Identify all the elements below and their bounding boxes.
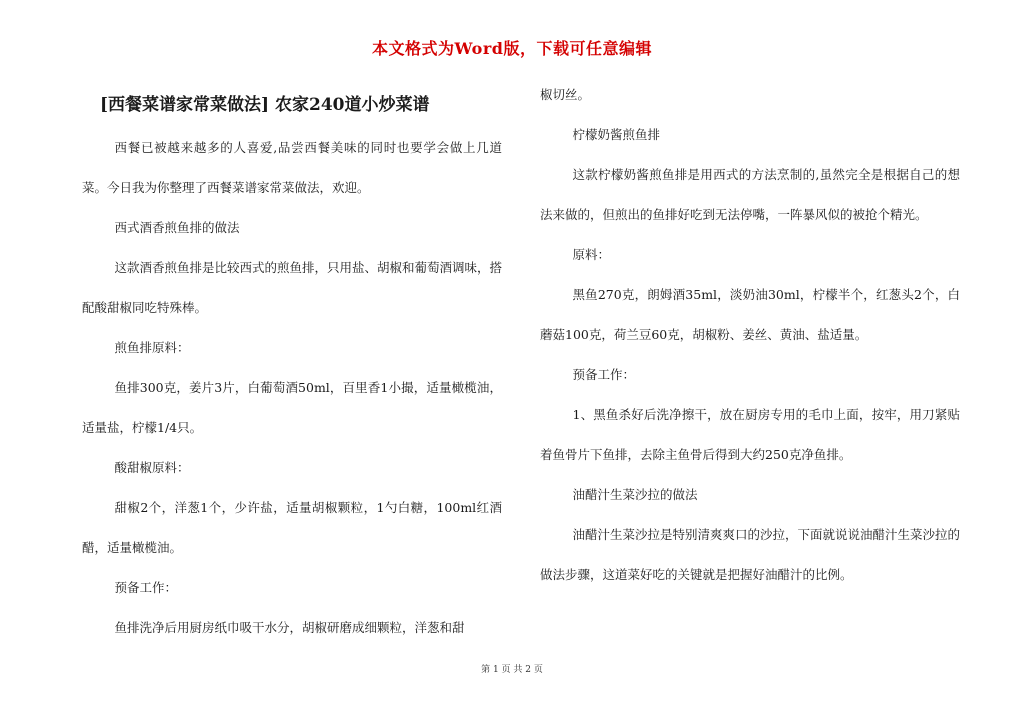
fish-ingredients-heading: 煎鱼排原料： [114, 340, 190, 355]
lemon-ingredients-heading: 原料： [572, 247, 611, 262]
section-heading-lemon-fish: 柠檬奶酱煎鱼排 [572, 127, 661, 142]
left-column [82, 82, 502, 648]
lemon-fish-description: 这款柠檬奶酱煎鱼排是用西式的方法烹制的,虽然完全是根据自己的想法来做的，但煎出的鱼排好吃到无法停嘴，一阵暴风似的被抢个精光。 [540, 167, 960, 222]
prep-heading-1: 预备工作： [114, 580, 178, 595]
prep-heading-2: 预备工作： [572, 367, 636, 382]
fish-ingredients: 鱼排300克，姜片3片，白葡萄酒50ml，百里香1小撮，适量橄榄油，适量盐，柠檬1/4只。 [82, 380, 502, 435]
prep-step-1: 1、黑鱼杀好后洗净擦干，放在厨房专用的毛巾上面，按牢，用刀紧贴着鱼骨片下鱼排，去除主鱼骨后得到大约250克净鱼排。 [540, 407, 960, 462]
section-heading-salad: 油醋汁生菜沙拉的做法 [572, 487, 698, 502]
continued-text: 椒切丝。 [540, 87, 591, 102]
salad-description: 油醋汁生菜沙拉是特别清爽爽口的沙拉，下面就说说油醋汁生菜沙拉的做法步骤，这道菜好吃的关键就是把握好油醋汁的比例。 [540, 527, 961, 582]
pepper-ingredients-heading: 酸甜椒原料： [114, 460, 190, 475]
document-title: [西餐菜谱家常菜做法] 农家240道小炒菜谱 [100, 95, 430, 115]
intro-paragraph: 西餐已被越来越多的人喜爱,品尝西餐美味的同时也要学会做上几道菜。今日我为你整理了西餐菜谱家常菜做法，欢迎。 [82, 140, 502, 195]
page-number-footer: 第 1 页 共 2 页 [481, 665, 543, 675]
right-column [540, 75, 960, 595]
lemon-ingredients: 黑鱼270克，朗姆酒35ml，淡奶油30ml，柠檬半个，红葱头2个，白蘑菇100克，荷兰豆60克，胡椒粉、姜丝、黄油、盐适量。 [540, 287, 960, 342]
prep-paragraph-1: 鱼排洗净后用厨房纸巾吸干水分，胡椒研磨成细颗粒，洋葱和甜 [114, 620, 465, 635]
section-heading-wine-fish: 西式酒香煎鱼排的做法 [114, 220, 240, 235]
wine-fish-description: 这款酒香煎鱼排是比较西式的煎鱼排，只用盐、胡椒和葡萄酒调味，搭配酸甜椒同吃特殊棒。 [82, 260, 503, 315]
pepper-ingredients: 甜椒2个，洋葱1个，少许盐，适量胡椒颗粒，1勺白糖，100ml红酒醋，适量橄榄油。 [82, 500, 502, 555]
word-format-banner: 本文格式为Word版，下载可任意编辑 [372, 39, 652, 58]
